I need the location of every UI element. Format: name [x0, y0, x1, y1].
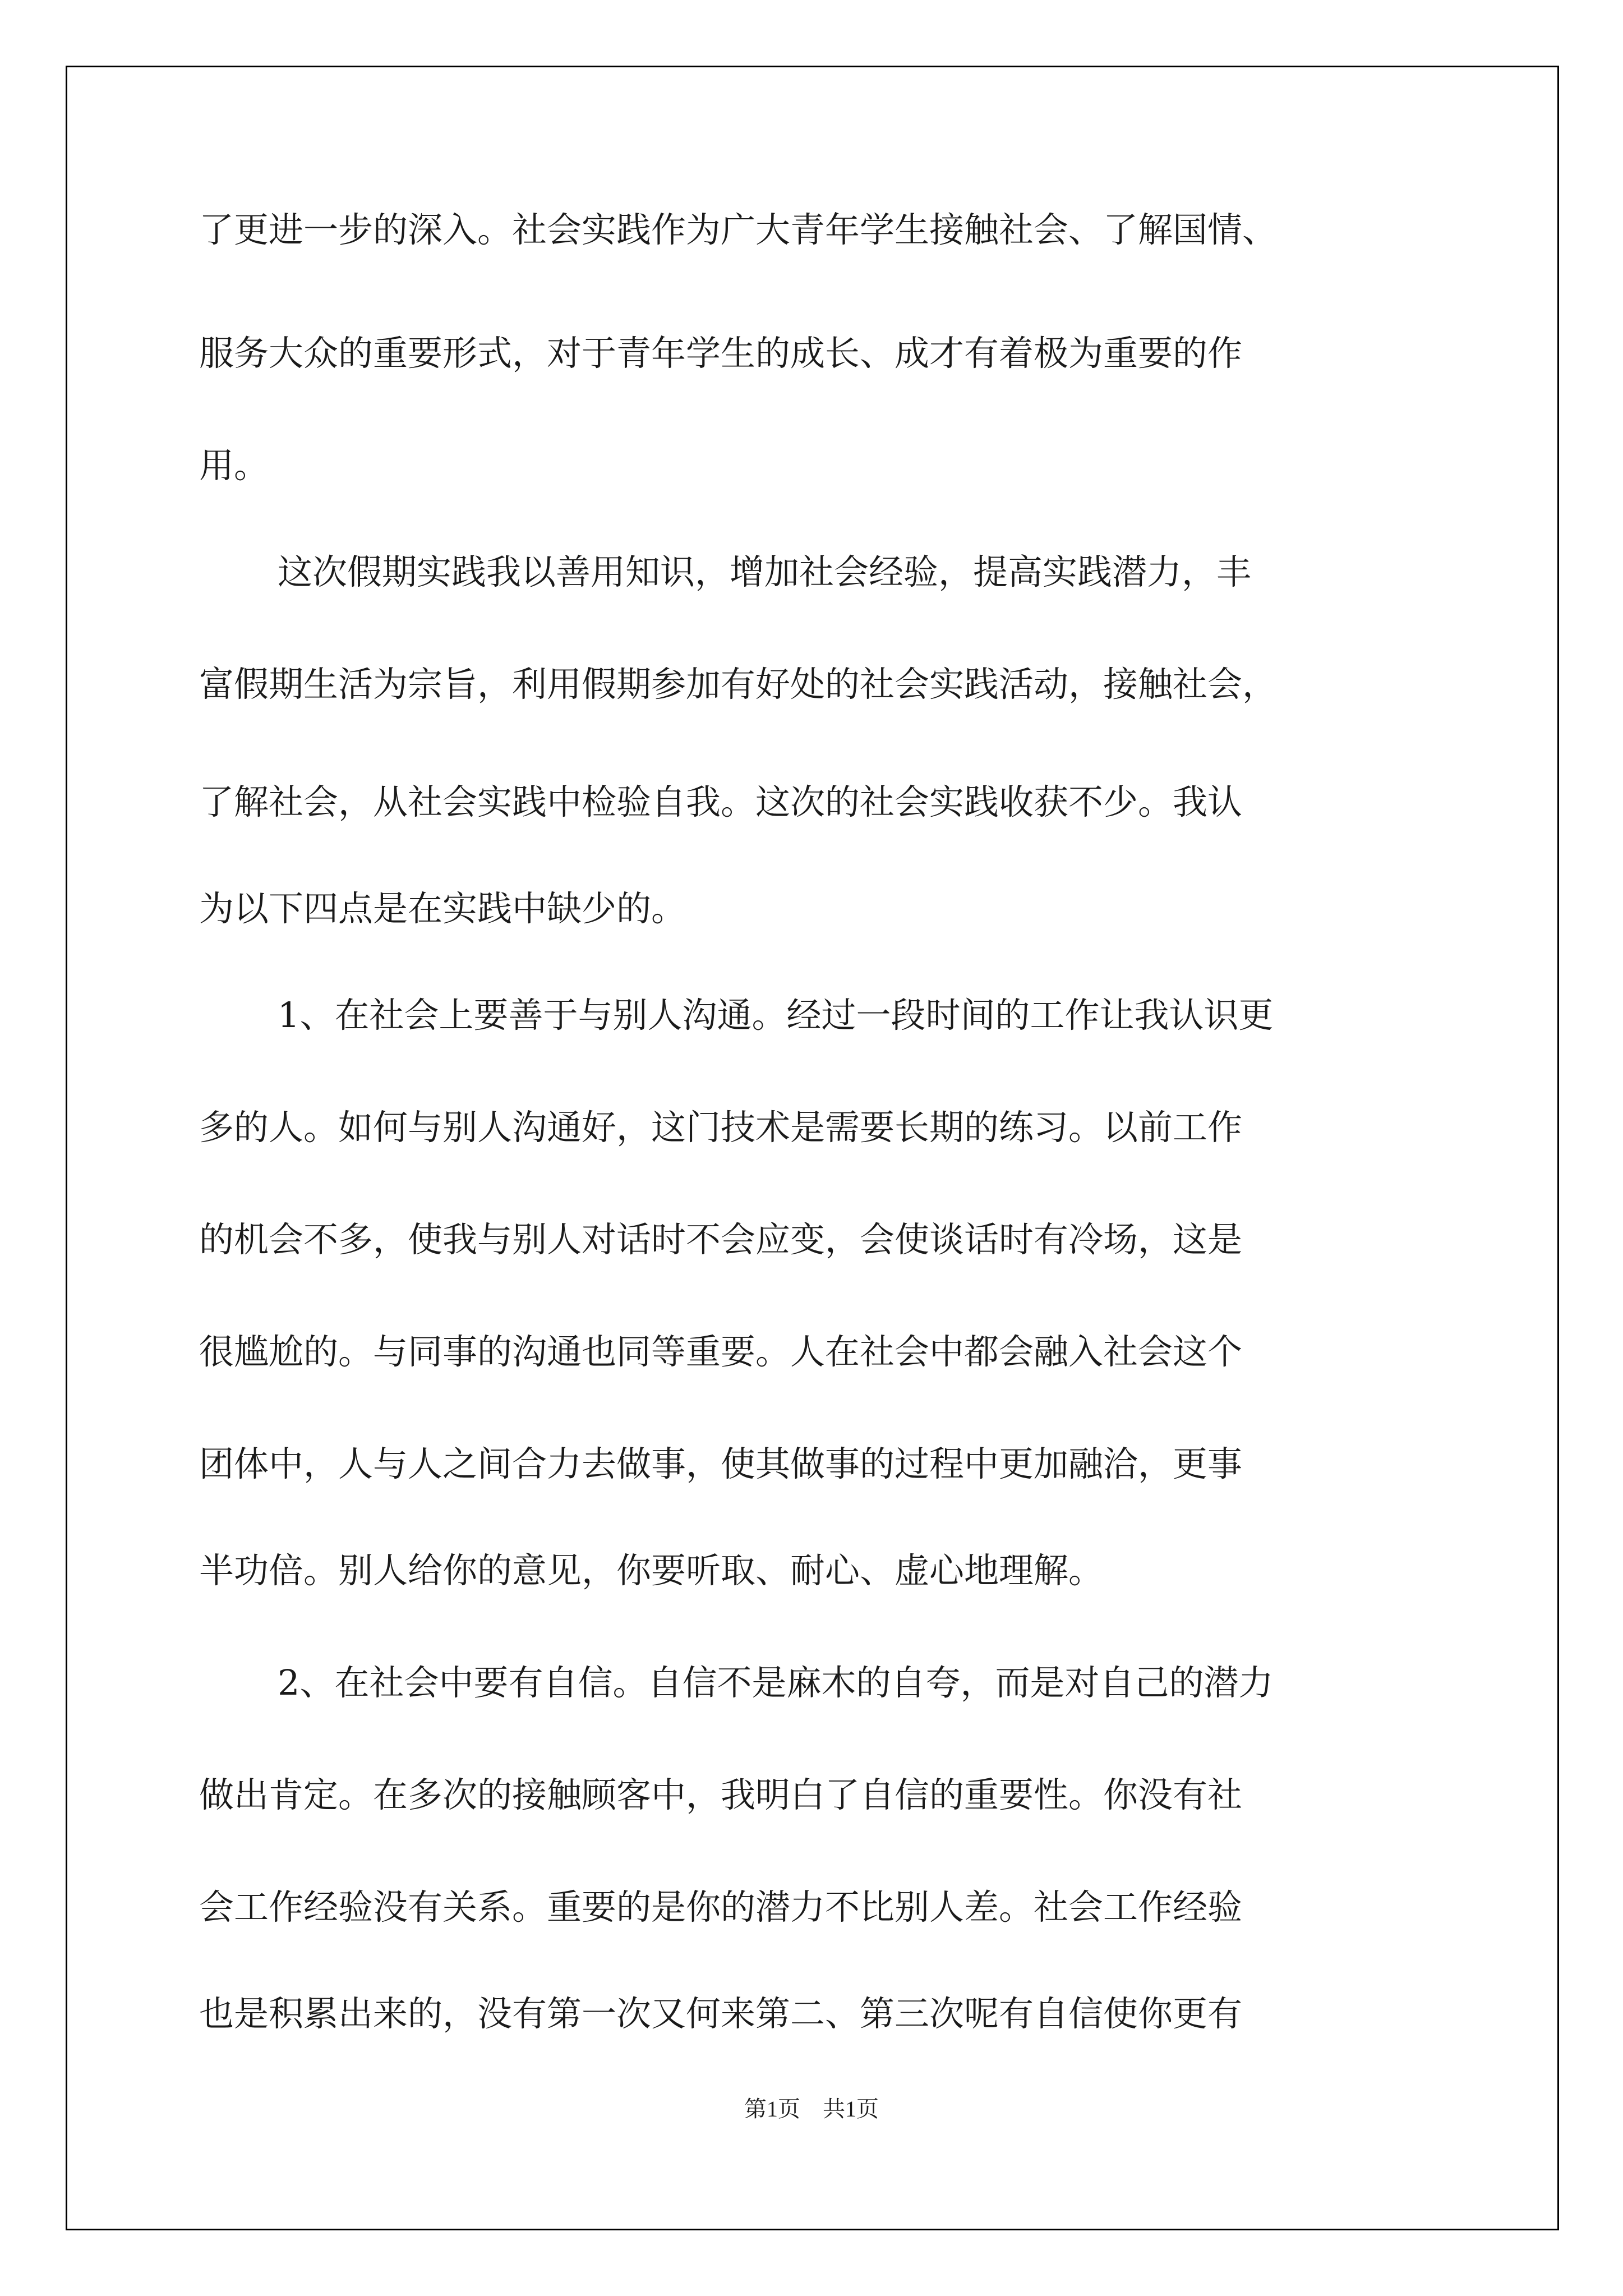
paragraph-first-line: 1、在社会上要善于与别人沟通。经过一段时间的工作让我认识更 [278, 995, 1274, 1036]
paragraph-first-line: 这次假期实践我以善用知识，增加社会经验，提高实践潜力，丰 [278, 551, 1252, 592]
text-line: 会工作经验没有关系。重要的是你的潜力不比别人差。社会工作经验 [199, 1887, 1243, 1927]
text-line: 富假期生活为宗旨，利用假期参加有好处的社会实践活动，接触社会， [199, 664, 1278, 705]
text-line: 很尴尬的。与同事的沟通也同等重要。人在社会中都会融入社会这个 [199, 1331, 1243, 1372]
text-line: 的机会不多，使我与别人对话时不会应变，会使谈话时有冷场，这是 [199, 1219, 1243, 1260]
paragraph-first-line: 2、在社会中要有自信。自信不是麻木的自夸，而是对自己的潜力 [278, 1662, 1274, 1703]
text-line: 了解社会，从社会实践中检验自我。这次的社会实践收获不少。我认 [199, 781, 1243, 822]
text-line: 为以下四点是在实践中缺少的。 [199, 888, 686, 929]
text-line: 团体中，人与人之间合力去做事，使其做事的过程中更加融洽，更事 [199, 1443, 1243, 1484]
text-line: 服务大众的重要形式，对于青年学生的成长、成才有着极为重要的作 [199, 333, 1243, 374]
text-line: 了更进一步的深入。社会实践作为广大青年学生接触社会、了解国情、 [199, 209, 1278, 250]
text-line: 多的人。如何与别人沟通好，这门技术是需要长期的练习。以前工作 [199, 1107, 1243, 1148]
page-footer: 第1页 共1页 [744, 2096, 879, 2122]
text-line: 做出肯定。在多次的接触顾客中，我明白了自信的重要性。你没有社 [199, 1774, 1243, 1815]
text-line: 也是积累出来的，没有第一次又何来第二、第三次呢有自信使你更有 [199, 1993, 1243, 2034]
text-line: 半功倍。别人给你的意见，你要听取、耐心、虚心地理解。 [199, 1550, 1104, 1591]
text-line: 用。 [199, 445, 269, 486]
